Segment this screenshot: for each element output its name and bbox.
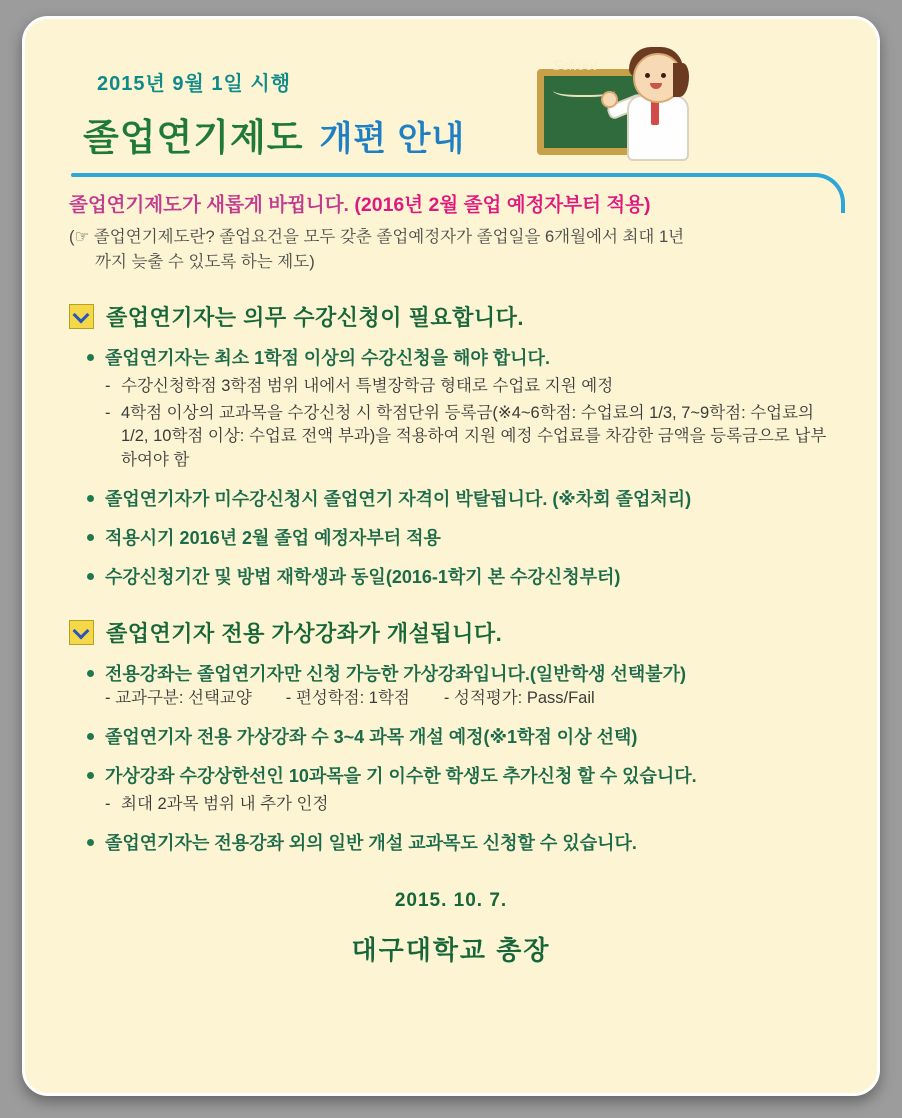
teacher-hair-side-icon <box>673 63 689 97</box>
lead-note-line2: 까지 늦출 수 있도록 하는 제도) <box>95 252 315 271</box>
section-mandatory-registration <box>69 301 833 591</box>
arrow-down-right-icon <box>69 620 94 645</box>
teacher-eye-left-icon <box>645 73 650 78</box>
course-attributes-row <box>105 687 833 711</box>
list-item <box>83 345 833 474</box>
teacher-hand-icon <box>601 91 618 108</box>
sub-list-item: - 최대 2과목 범위 내 추가 인정 <box>105 793 833 817</box>
sub-list-item: - 수강신청학점 3학점 범위 내에서 특별장학금 형태로 수업료 지원 예정 <box>105 375 833 399</box>
course-attr-grading: - 성적평가: Pass/Fail <box>443 688 595 707</box>
chalkboard-label: School <box>553 59 598 74</box>
lead-note <box>69 225 833 275</box>
effective-date-kicker: 2015년 9월 1일 시행 <box>97 73 292 95</box>
sub-list-item: - 4학점 이상의 교과목을 수강신청 시 학점단위 등록금(※4~6학점: 수업료의 1/3, 7~9학점: 수업료의 1/2, 10학점 이상: 수업료 전액 부과)을 적용하여 지원 예정 수업료를 차감한 금액을 등록금으로 납부하여야 함 <box>105 402 833 474</box>
section-virtual-courses <box>69 617 833 856</box>
header-divider <box>71 169 841 191</box>
list-item-text: 졸업연기자는 최소 1학점 이상의 수강신청을 해야 합니다. <box>105 347 550 368</box>
teacher-eye-right-icon <box>661 73 666 78</box>
list-item: 졸업연기자가 미수강신청시 졸업연기 자격이 박탈됩니다. (※차회 졸업처리) <box>83 486 833 512</box>
notice-card <box>22 16 880 1096</box>
list-item: 졸업연기자는 전용강좌 외의 일반 개설 교과목도 신청할 수 있습니다. <box>83 830 833 856</box>
notice-footer <box>69 890 833 967</box>
page-subtitle: 개편 안내 <box>319 120 466 158</box>
section-2-list <box>69 661 833 856</box>
divider-line <box>71 173 806 177</box>
list-item-text: 전용강좌는 졸업연기자만 신청 가능한 가상강좌입니다.(일반학생 선택불가) <box>105 663 687 684</box>
list-item: 적용시기 2016년 2월 졸업 예정자부터 적용 <box>83 525 833 551</box>
course-attr-credits: - 편성학점: 1학점 <box>285 688 410 707</box>
section-1-head <box>69 301 833 332</box>
list-item <box>83 763 833 817</box>
section-2-head <box>69 617 833 648</box>
lead-paragraph <box>69 189 833 217</box>
arrow-down-right-icon <box>69 304 94 329</box>
list-item <box>83 661 833 711</box>
notice-header <box>25 19 877 167</box>
list-item: 수강신청기간 및 방법 재학생과 동일(2016-1학기 본 수강신청부터) <box>83 564 833 590</box>
issue-date: 2015. 10. 7. <box>394 889 508 911</box>
lead-note-line1: (☞ 졸업연기제도란? 졸업요건을 모두 갖춘 졸업예정자가 졸업일을 6개월에서 최대 1년 <box>69 228 685 246</box>
course-attr-category: - 교과구분: 선택교양 <box>105 688 252 707</box>
teacher-chalkboard-illustration <box>537 47 707 167</box>
lead-highlight: (2016년 2월 졸업 예정자부터 적용) <box>354 194 651 216</box>
sub-list <box>105 375 833 474</box>
title-row <box>83 107 465 161</box>
sub-list <box>105 793 833 817</box>
section-2-title: 졸업연기자 전용 가상강좌가 개설됩니다. <box>106 620 503 646</box>
divider-curve <box>771 173 845 213</box>
list-item: 졸업연기자 전용 가상강좌 수 3~4 과목 개설 예정(※1학점 이상 선택) <box>83 724 833 750</box>
issuing-organization: 대구대학교 총장 <box>351 934 551 965</box>
page-title: 졸업연기제도 <box>83 117 304 158</box>
lead-text: 졸업연기제도가 새롭게 바뀝니다. <box>69 194 349 216</box>
section-1-list <box>69 345 833 591</box>
notice-body <box>25 167 877 967</box>
section-1-title: 졸업연기자는 의무 수강신청이 필요합니다. <box>106 304 524 330</box>
list-item-text: 가상강좌 수강상한선인 10과목을 기 이수한 학생도 추가신청 할 수 있습니다. <box>105 765 697 786</box>
